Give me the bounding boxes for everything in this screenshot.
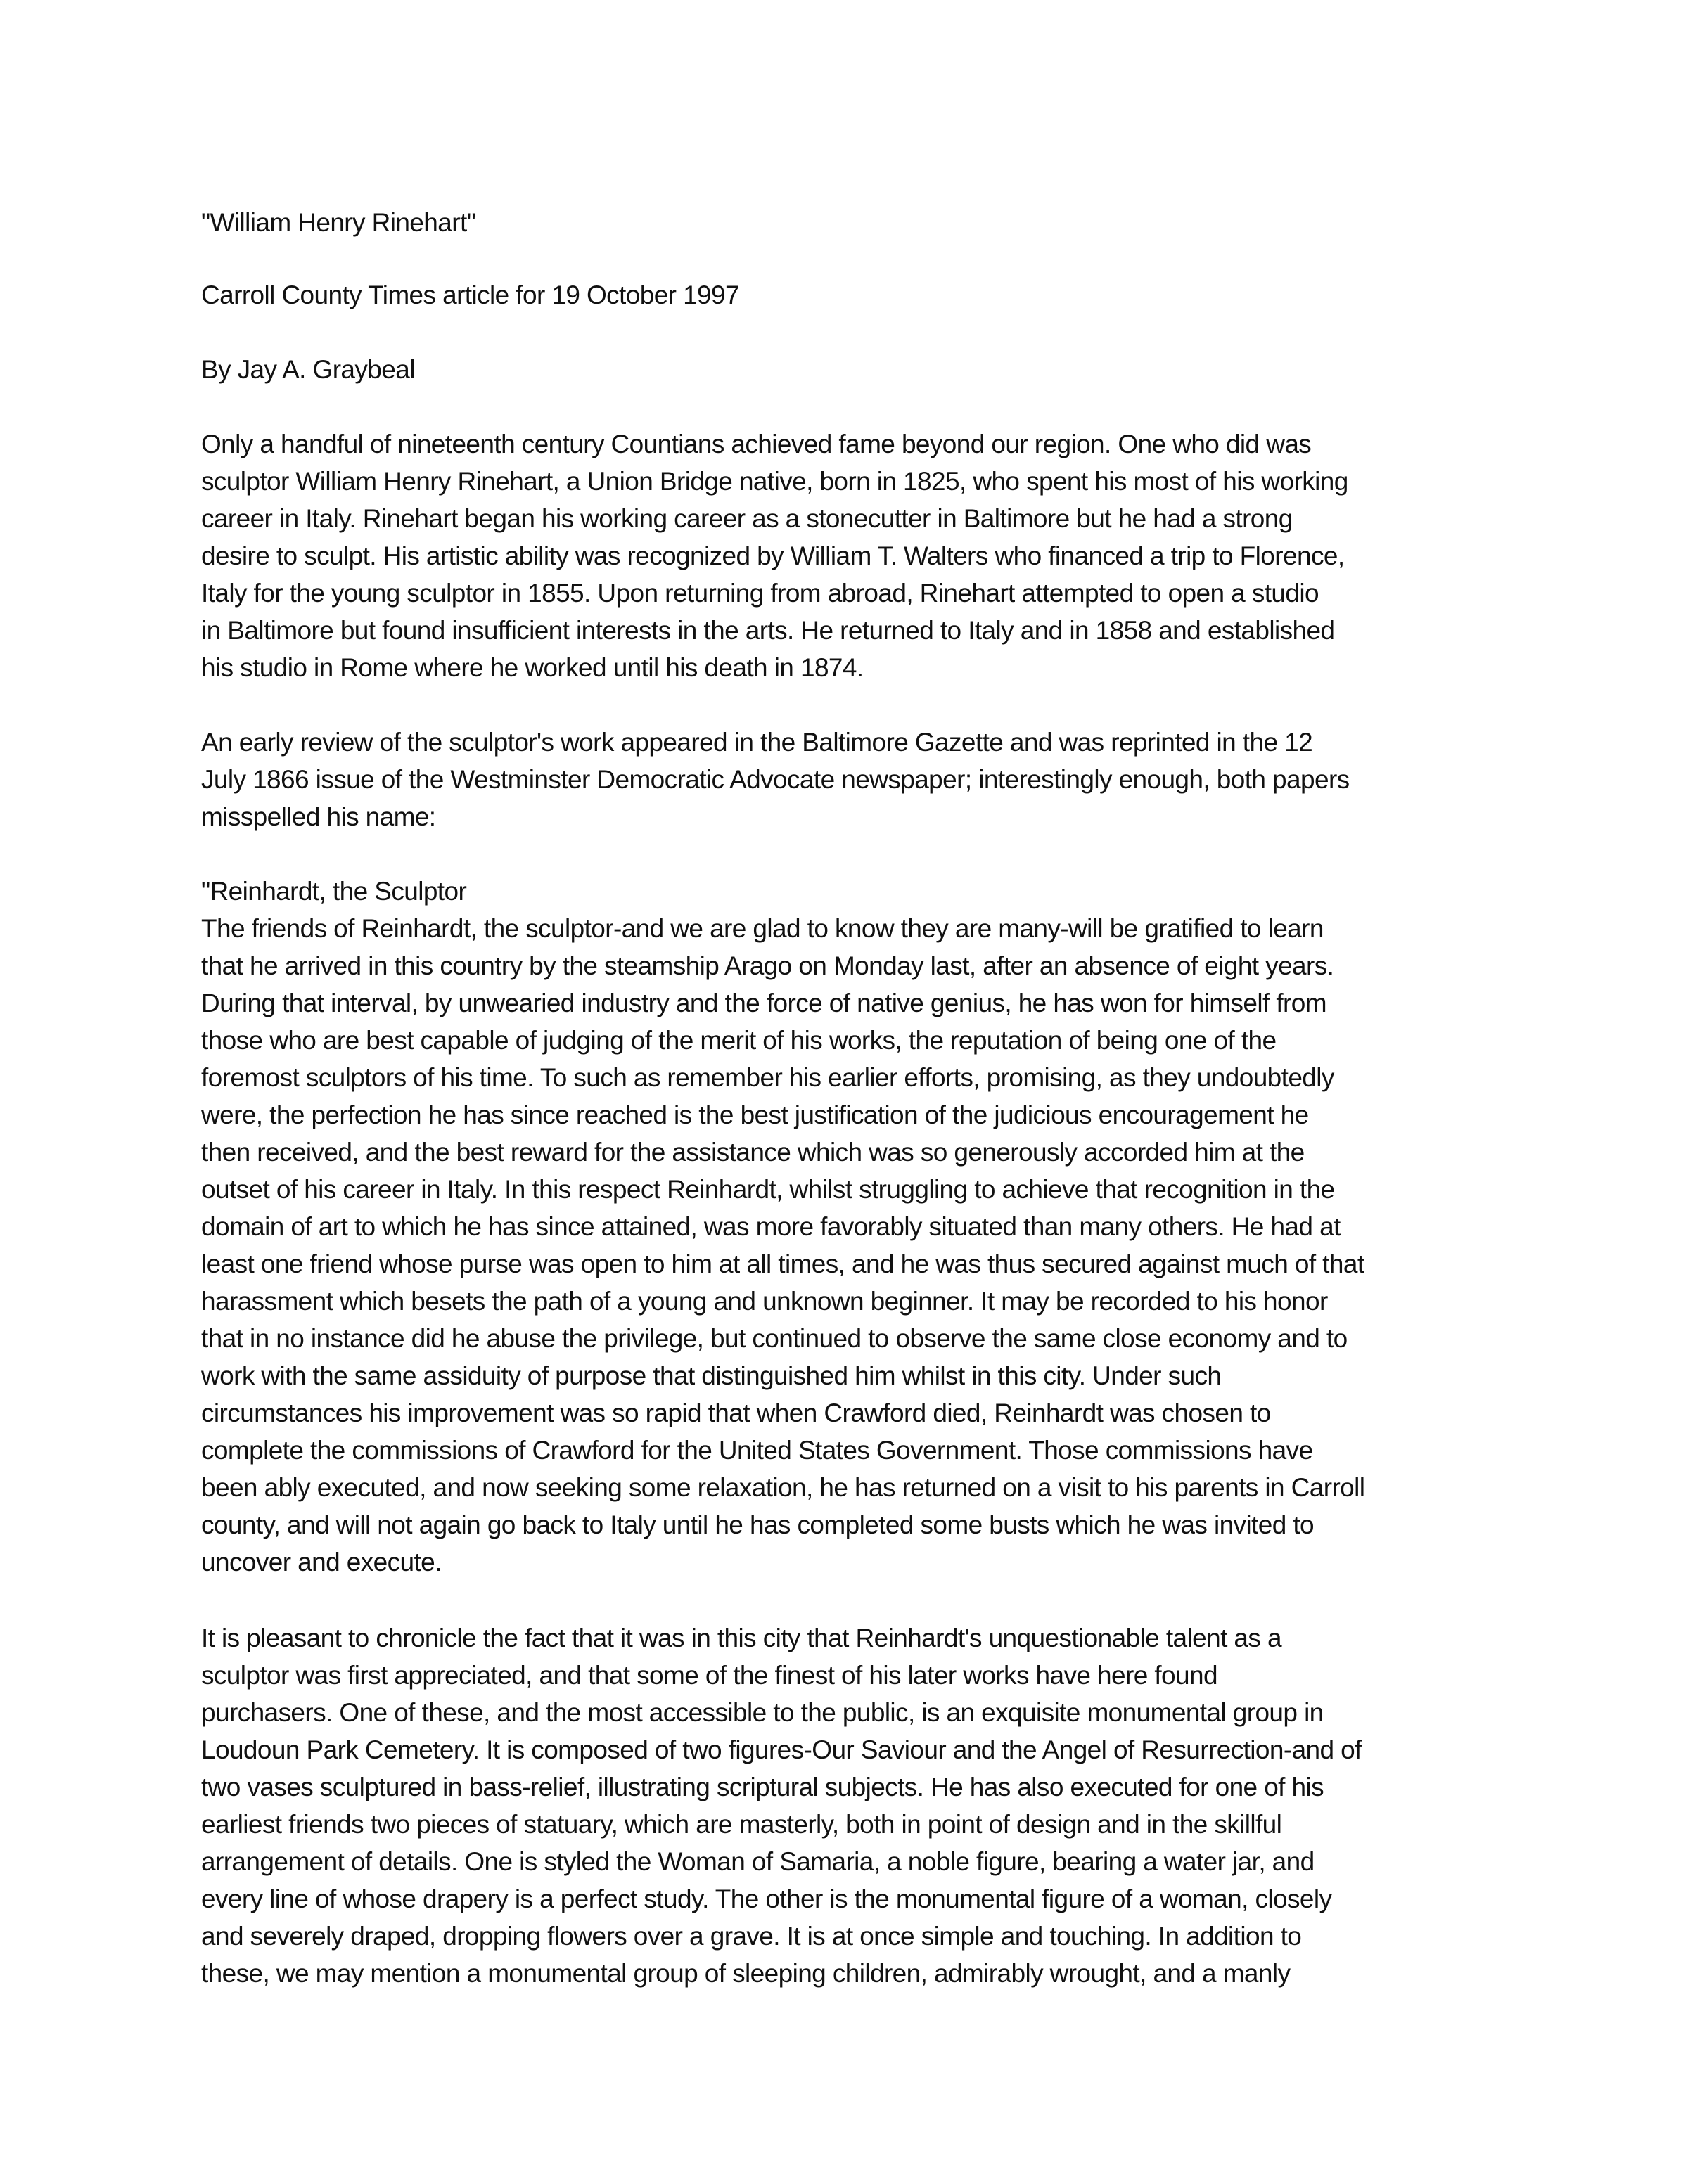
text-line: outset of his career in Italy. In this respect Reinhardt, whilst struggling to achieve that recognition in the [201, 1175, 1335, 1204]
text-line: his studio in Rome where he worked until his death in 1874. [201, 653, 864, 682]
title-text: "William Henry Rinehart" [201, 208, 476, 237]
text-line: purchasers. One of these, and the most accessible to the public, is an exquisite monumental group in [201, 1698, 1324, 1727]
paragraph-3-quote [201, 873, 1364, 1581]
text-line: earliest friends two pieces of statuary, which are masterly, both in point of design and in the skillful [201, 1810, 1282, 1839]
text-line: foremost sculptors of his time. To such as remember his earlier efforts, promising, as they undoubtedly [201, 1063, 1334, 1092]
text-line: been ably executed, and now seeking some relaxation, he has returned on a visit to his parents in Carroll [201, 1473, 1365, 1502]
text-line: these, we may mention a monumental group of sleeping children, admirably wrought, and a manly [201, 1959, 1291, 1988]
text-line: that in no instance did he abuse the privilege, but continued to observe the same close economy and to [201, 1324, 1348, 1353]
text-line: that he arrived in this country by the steamship Arago on Monday last, after an absence of eight years. [201, 951, 1334, 980]
byline-text: By Jay A. Graybeal [201, 355, 415, 384]
text-line: career in Italy. Rinehart began his working career as a stonecutter in Baltimore but he had a strong [201, 504, 1293, 533]
text-line: An early review of the sculptor's work appeared in the Baltimore Gazette and was reprinted in the 12 [201, 728, 1313, 757]
paragraph-2 [201, 724, 1350, 835]
text-line: desire to sculpt. His artistic ability was recognized by William T. Walters who financed a trip to Florence, [201, 541, 1345, 570]
paragraph-1 [201, 425, 1348, 686]
text-line: sculptor was first appreciated, and that some of the finest of his later works have here found [201, 1661, 1217, 1690]
publication-line [201, 276, 739, 314]
text-line: It is pleasant to chronicle the fact that it was in this city that Reinhardt's unquestionable talent as a [201, 1624, 1281, 1652]
text-line: Only a handful of nineteenth century Countians achieved fame beyond our region. One who did was [201, 430, 1312, 458]
text-line: county, and will not again go back to Italy until he has completed some busts which he was invited to [201, 1510, 1315, 1539]
text-line: those who are best capable of judging of the merit of his works, the reputation of being one of the [201, 1026, 1277, 1055]
text-line: uncover and execute. [201, 1548, 442, 1576]
text-line: circumstances his improvement was so rapid that when Crawford died, Reinhardt was chosen to [201, 1399, 1271, 1427]
paragraph-4 [201, 1619, 1362, 1992]
text-line: two vases sculptured in bass-relief, illustrating scriptural subjects. He has also executed for one of his [201, 1773, 1324, 1801]
text-line: and severely draped, dropping flowers over a grave. It is at once simple and touching. In addition to [201, 1922, 1302, 1951]
text-line: The friends of Reinhardt, the sculptor-and we are glad to know they are many-will be gratified to learn [201, 914, 1324, 943]
text-line: domain of art to which he has since attained, was more favorably situated than many others. He had at [201, 1212, 1341, 1241]
text-line: complete the commissions of Crawford for the United States Government. Those commissions have [201, 1436, 1313, 1465]
text-line: Italy for the young sculptor in 1855. Upon returning from abroad, Rinehart attempted to open a studio [201, 579, 1319, 608]
text-line: During that interval, by unwearied industry and the force of native genius, he has won for himself from [201, 989, 1326, 1017]
text-line: every line of whose drapery is a perfect study. The other is the monumental figure of a woman, closely [201, 1884, 1332, 1913]
text-line: misspelled his name: [201, 802, 436, 831]
text-line: then received, and the best reward for the assistance which was so generously accorded him at the [201, 1138, 1305, 1167]
text-line: work with the same assiduity of purpose that distinguished him whilst in this city. Under such [201, 1361, 1222, 1390]
text-line: "Reinhardt, the Sculptor [201, 877, 467, 906]
byline [201, 351, 415, 388]
publication-text: Carroll County Times article for 19 October 1997 [201, 281, 739, 309]
text-line: in Baltimore but found insufficient interests in the arts. He returned to Italy and in 1858 and established [201, 616, 1335, 645]
article-title [201, 204, 475, 241]
text-line: July 1866 issue of the Westminster Democratic Advocate newspaper; interestingly enough, both papers [201, 765, 1350, 794]
text-line: arrangement of details. One is styled the Woman of Samaria, a noble figure, bearing a water jar, and [201, 1847, 1315, 1876]
text-line: harassment which besets the path of a young and unknown beginner. It may be recorded to his honor [201, 1287, 1328, 1316]
text-line: were, the perfection he has since reached is the best justification of the judicious encouragement he [201, 1100, 1309, 1129]
text-line: Loudoun Park Cemetery. It is composed of two figures-Our Saviour and the Angel of Resurrection-and of [201, 1735, 1362, 1764]
text-line: sculptor William Henry Rinehart, a Union Bridge native, born in 1825, who spent his most of his working [201, 467, 1348, 496]
text-line: least one friend whose purse was open to him at all times, and he was thus secured against much of that [201, 1250, 1364, 1278]
